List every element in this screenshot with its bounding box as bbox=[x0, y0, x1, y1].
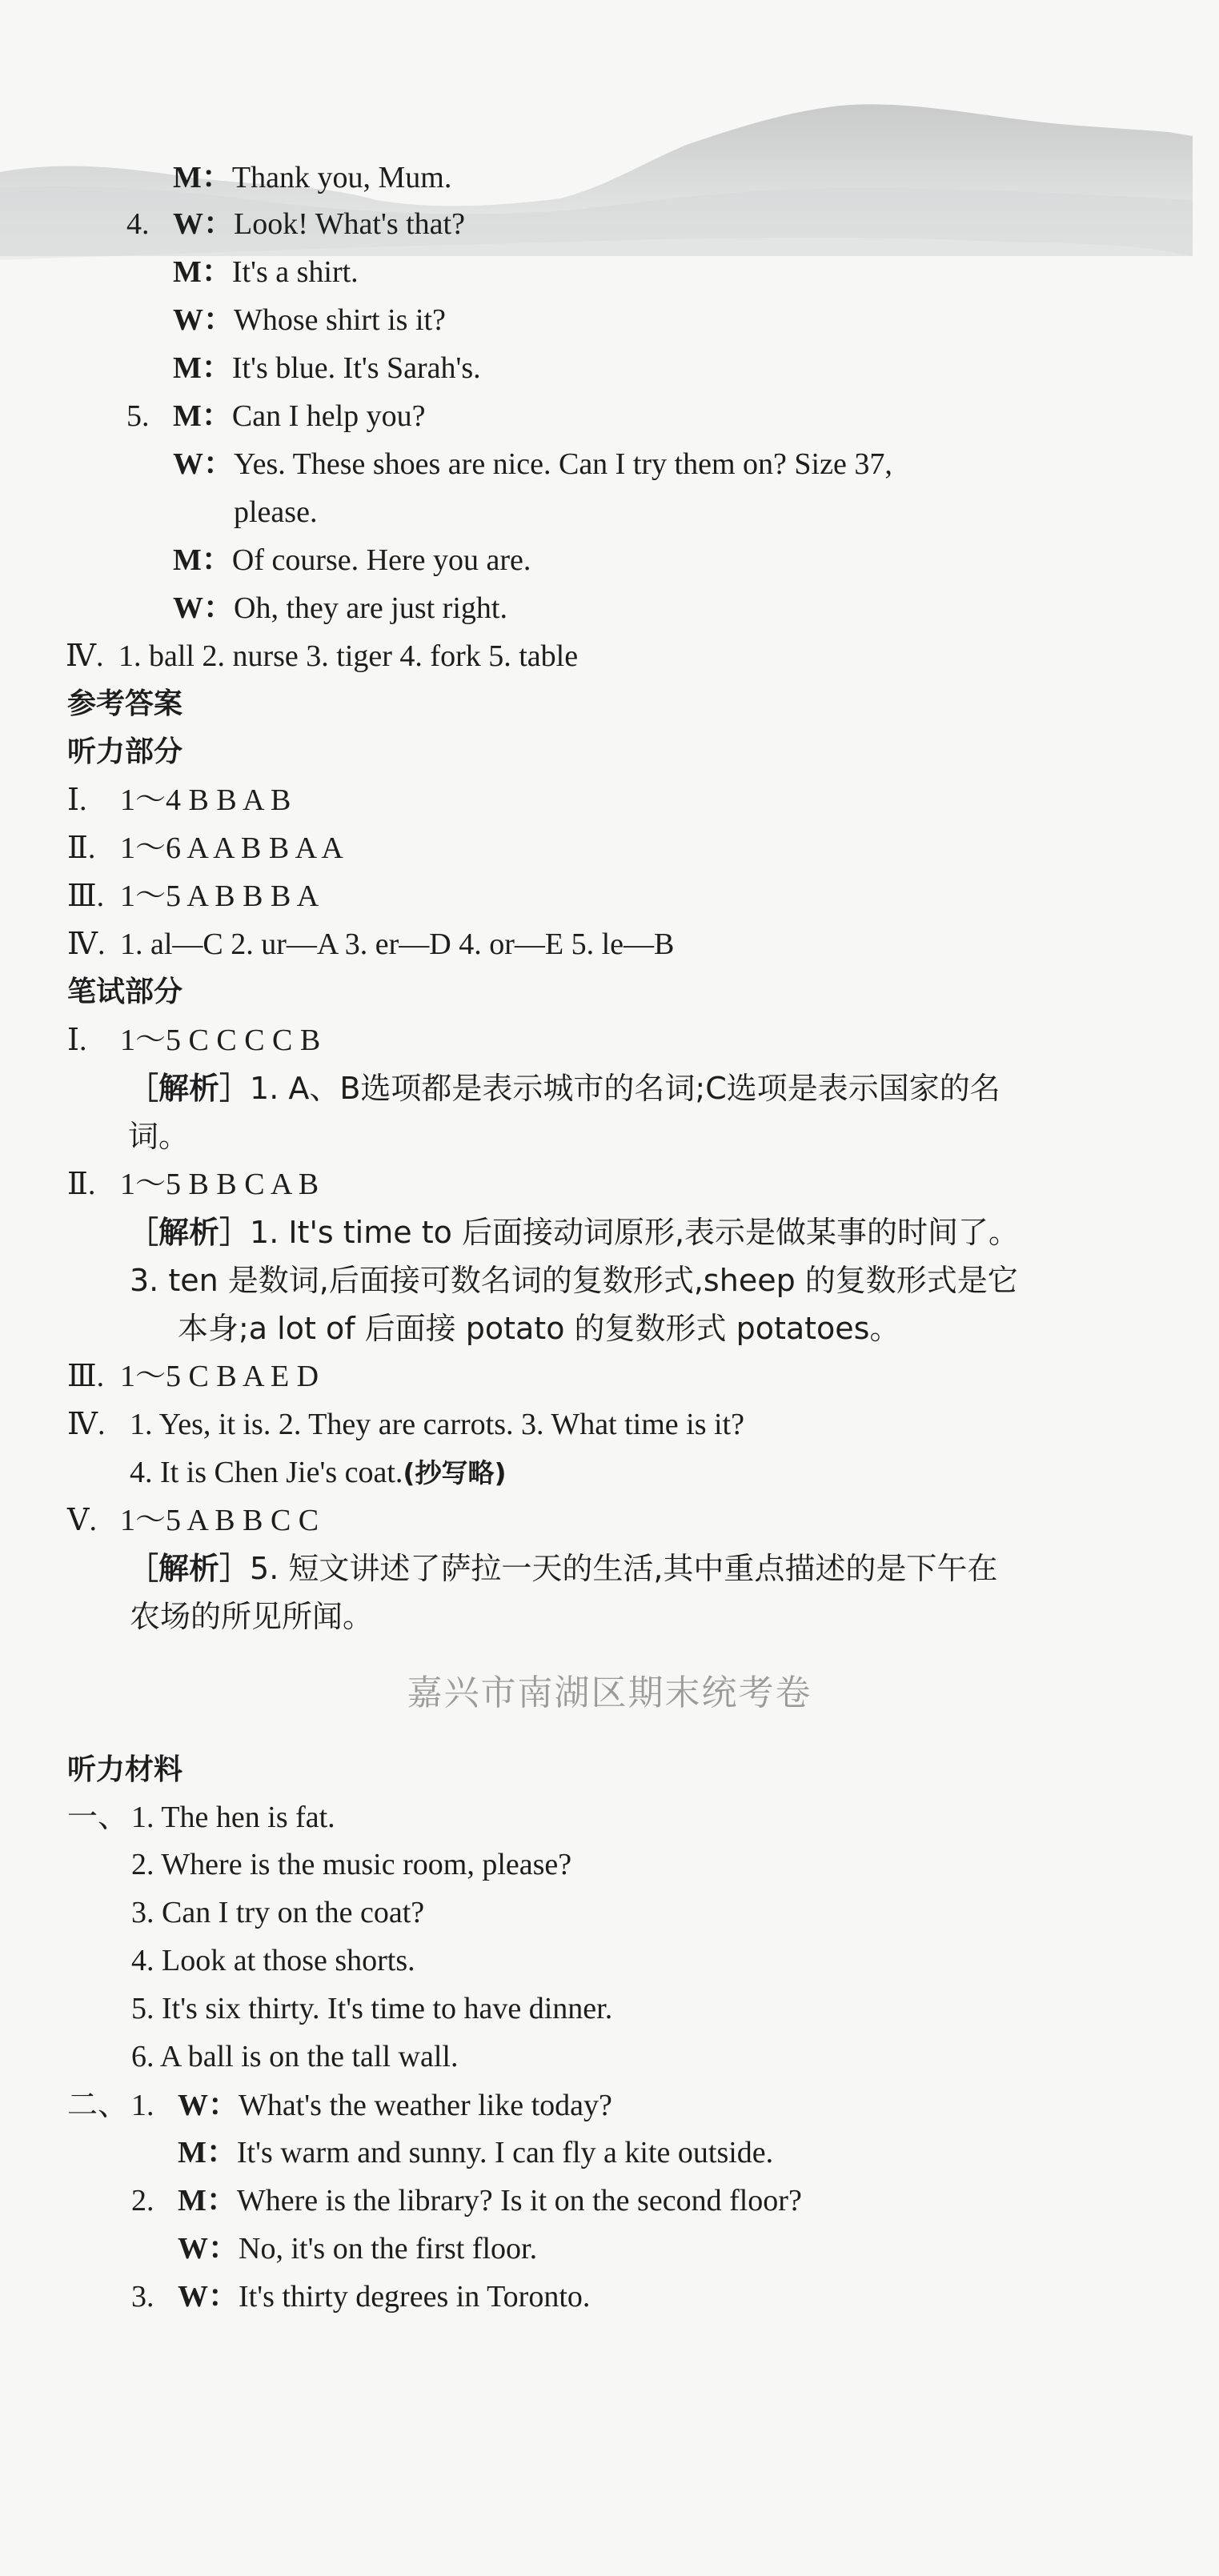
item-number: 3. bbox=[131, 2280, 154, 2314]
dialogue-text: Yes. These shoes are nice. Can I try them on? Size 37, bbox=[234, 447, 892, 481]
answer-row bbox=[67, 1400, 744, 1448]
answer-row bbox=[67, 776, 291, 824]
dialogue-line bbox=[126, 392, 426, 440]
listening-item bbox=[131, 1985, 612, 2033]
dialogue-line bbox=[173, 440, 892, 488]
dialogue-text: Whose shirt is it? bbox=[234, 303, 446, 337]
answer-row bbox=[130, 1448, 507, 1496]
speaker-label: W bbox=[178, 2232, 208, 2266]
colon: ： bbox=[201, 543, 232, 577]
part4-words bbox=[66, 632, 578, 680]
dialogue-text: Can I help you? bbox=[231, 399, 426, 433]
explanation-text: 5. 短文讲述了萨拉一天的生活,其中重点描述的是下午在 bbox=[250, 1551, 998, 1586]
speaker-label: M bbox=[173, 255, 202, 289]
speaker-label: W bbox=[173, 303, 203, 337]
dialogue-text: It's a shirt. bbox=[231, 255, 359, 289]
section-label: 一、 bbox=[67, 1799, 129, 1834]
dialogue-line bbox=[178, 2225, 537, 2273]
dialogue-text: Look! What's that? bbox=[234, 207, 465, 241]
dialogue-text: What's the weather like today? bbox=[239, 2089, 612, 2122]
speaker-label: M bbox=[173, 399, 202, 433]
answer-text: 1～6 A A B B A A bbox=[120, 831, 343, 865]
answer-row bbox=[67, 872, 319, 920]
colon: ： bbox=[203, 303, 235, 337]
explanation-line bbox=[130, 1256, 1018, 1304]
section-label: Ⅲ. bbox=[67, 1360, 105, 1393]
item-number: 2. bbox=[131, 2184, 154, 2217]
answer-text: 1～5 A B B C C bbox=[120, 1504, 319, 1537]
speaker-label: M bbox=[178, 2136, 207, 2169]
dialogue-line bbox=[67, 2081, 612, 2129]
section-label: Ⅱ. bbox=[67, 831, 96, 865]
dialogue-text: No, it's on the first floor. bbox=[239, 2232, 538, 2266]
materials-title: 听力材料 bbox=[67, 1753, 183, 1786]
sentence: 5. It's six thirty. It's time to have dinner. bbox=[131, 1992, 613, 2025]
sentence: 3. Can I try on the coat? bbox=[131, 1896, 425, 1929]
dialogue-line bbox=[173, 536, 531, 584]
colon: ： bbox=[201, 351, 232, 385]
section-label: Ⅳ. bbox=[67, 927, 106, 961]
copy-note: (抄写略) bbox=[403, 1457, 507, 1488]
answer-row bbox=[67, 1016, 320, 1064]
dialogue-line bbox=[173, 344, 481, 392]
speaker-label: W bbox=[173, 591, 203, 625]
dialogue-line bbox=[126, 200, 465, 248]
dialogue-line bbox=[173, 154, 451, 202]
explanation-text: 1. It's time to 后面接动词原形,表示是做某事的时间了。 bbox=[250, 1215, 1020, 1250]
speaker-label: W bbox=[173, 447, 203, 481]
explanation-tag: ［解析］ bbox=[128, 1551, 251, 1586]
dialogue-text: Oh, they are just right. bbox=[234, 591, 507, 625]
answer-text: 1. al—C 2. ur—A 3. er—D 4. or—E 5. le—B bbox=[120, 927, 675, 961]
dialogue-text: It's warm and sunny. I can fly a kite outside. bbox=[236, 2136, 774, 2169]
listening-item bbox=[131, 1889, 424, 1937]
answer-text: 1～4 B B A B bbox=[120, 783, 291, 817]
answer-title: 参考答案 bbox=[67, 687, 183, 720]
answer-text: 1. Yes, it is. 2. They are carrots. 3. What time is it? bbox=[130, 1408, 744, 1441]
colon: ： bbox=[203, 207, 235, 241]
item-number: 4. bbox=[126, 207, 150, 241]
colon: ： bbox=[208, 2089, 239, 2122]
explanation-line bbox=[128, 1112, 189, 1160]
speaker-label: W bbox=[178, 2089, 208, 2122]
listening-title: 听力部分 bbox=[67, 735, 183, 768]
dialogue-line bbox=[173, 584, 507, 632]
answer-row bbox=[67, 1160, 319, 1208]
section-label: Ⅱ. bbox=[67, 1168, 96, 1201]
sentence: 4. Look at those shorts. bbox=[131, 1944, 415, 1977]
dialogue-line bbox=[173, 296, 446, 344]
section-label: 二、 bbox=[67, 2087, 129, 2122]
colon: ： bbox=[201, 161, 232, 194]
colon: ： bbox=[201, 399, 232, 433]
explanation-text: 1. A、B选项都是表示城市的名词;C选项是表示国家的名 bbox=[250, 1071, 1000, 1106]
section-label: Ⅳ. bbox=[66, 639, 104, 673]
answer-row bbox=[67, 824, 343, 872]
explanation-line bbox=[128, 1544, 997, 1592]
colon: ： bbox=[208, 2280, 239, 2314]
dialogue-line bbox=[131, 2177, 802, 2225]
item-number: 5. bbox=[126, 399, 150, 433]
colon: ： bbox=[201, 255, 232, 289]
sentence: 6. A ball is on the tall wall. bbox=[131, 2040, 459, 2073]
section-label: Ⅰ. bbox=[67, 1024, 87, 1057]
dialogue-line bbox=[178, 2129, 773, 2177]
item-number: 1. bbox=[131, 2089, 154, 2122]
speaker-label: W bbox=[178, 2280, 208, 2314]
answer-row bbox=[67, 920, 674, 968]
speaker-label: M bbox=[173, 543, 202, 577]
explanation-line bbox=[178, 1304, 900, 1352]
explanation-text: 3. ten 是数词,后面接可数名词的复数形式,sheep 的复数形式是它 bbox=[130, 1263, 1018, 1298]
listening-item bbox=[131, 1937, 415, 1985]
dialogue-text: It's thirty degrees in Toronto. bbox=[239, 2280, 591, 2314]
colon: ： bbox=[206, 2184, 237, 2217]
dialogue-text: please. bbox=[234, 495, 318, 529]
explanation-line bbox=[128, 1064, 1000, 1112]
sentence: 1. The hen is fat. bbox=[131, 1801, 335, 1834]
speaker-label: M bbox=[173, 351, 202, 385]
dialogue-line-continuation bbox=[234, 488, 317, 536]
colon: ： bbox=[203, 591, 235, 625]
word-list: 1. ball 2. nurse 3. tiger 4. fork 5. table bbox=[118, 639, 579, 673]
dialogue-text: Where is the library? Is it on the second floor? bbox=[236, 2184, 802, 2217]
colon: ： bbox=[203, 447, 235, 481]
listening-item bbox=[131, 2033, 458, 2081]
explanation-tag: ［解析］ bbox=[128, 1215, 251, 1250]
explanation-text: 农场的所见所闻。 bbox=[130, 1599, 374, 1634]
colon: ： bbox=[208, 2232, 239, 2266]
written-title: 笔试部分 bbox=[67, 976, 183, 1008]
answer-text: 1～5 C B A E D bbox=[120, 1360, 319, 1393]
listening-item bbox=[67, 1793, 335, 1841]
exam-title: 嘉兴市南湖区期末统考卷 bbox=[407, 1673, 812, 1713]
section-label: Ⅴ. bbox=[67, 1504, 97, 1537]
section-label: Ⅳ. bbox=[67, 1408, 106, 1441]
answer-text: 4. It is Chen Jie's coat. bbox=[130, 1456, 403, 1489]
answer-row bbox=[67, 1496, 319, 1544]
speaker-label: W bbox=[173, 207, 203, 241]
dialogue-line bbox=[131, 2273, 590, 2321]
section-label: Ⅲ. bbox=[67, 879, 105, 913]
section-label: Ⅰ. bbox=[67, 783, 87, 817]
dialogue-text: Of course. Here you are. bbox=[231, 543, 531, 577]
explanation-line bbox=[130, 1592, 373, 1641]
colon: ： bbox=[206, 2136, 237, 2169]
dialogue-text: It's blue. It's Sarah's. bbox=[231, 351, 481, 385]
explanation-text: 词。 bbox=[128, 1119, 190, 1154]
listening-item bbox=[131, 1841, 571, 1889]
answer-text: 1～5 B B C A B bbox=[120, 1168, 319, 1201]
explanation-text: 本身;a lot of 后面接 potato 的复数形式 potatoes。 bbox=[178, 1311, 900, 1346]
sentence: 2. Where is the music room, please? bbox=[131, 1848, 572, 1881]
answer-text: 1～5 A B B B A bbox=[120, 879, 319, 913]
speaker-label: M bbox=[173, 161, 202, 194]
dialogue-text: Thank you, Mum. bbox=[231, 161, 452, 194]
dialogue-line bbox=[173, 248, 359, 296]
answer-row bbox=[67, 1352, 319, 1400]
explanation-line bbox=[128, 1208, 1019, 1256]
speaker-label: M bbox=[178, 2184, 207, 2217]
explanation-tag: ［解析］ bbox=[128, 1071, 251, 1106]
answer-text: 1～5 C C C C B bbox=[120, 1024, 321, 1057]
